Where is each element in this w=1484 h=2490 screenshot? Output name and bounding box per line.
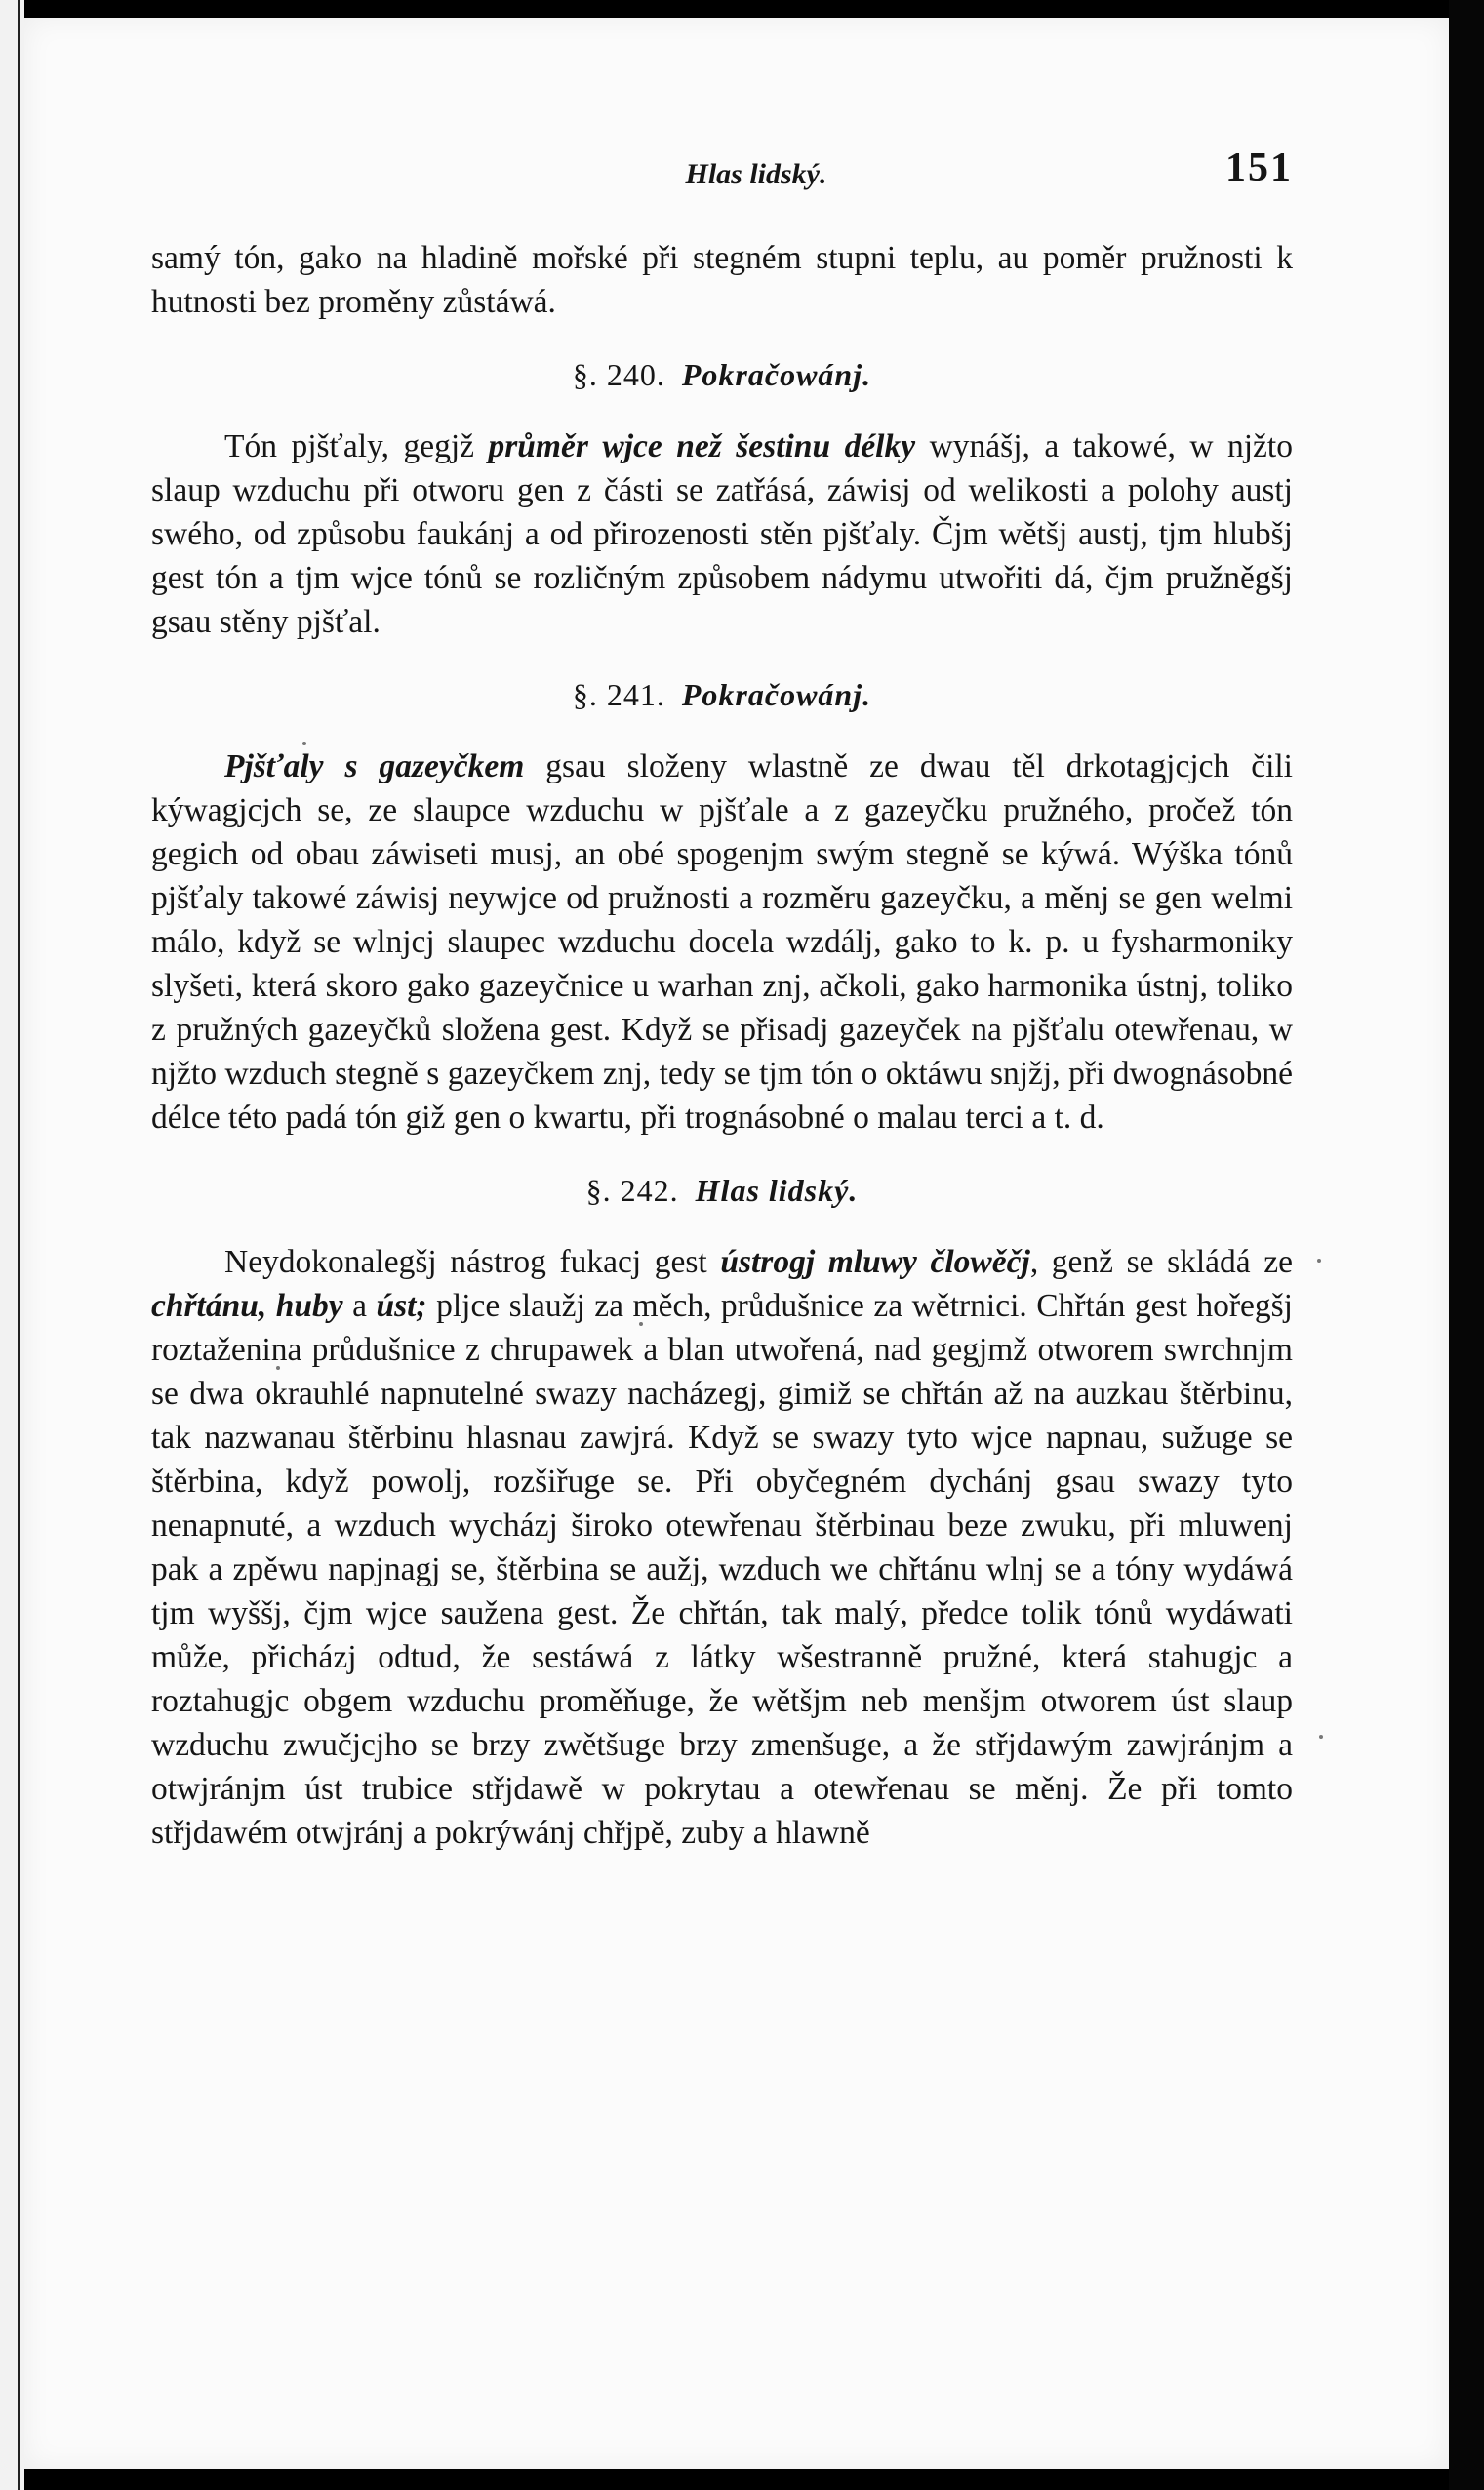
emphasis-text: průměr wjce než šestinu délky xyxy=(488,428,916,464)
section-number: §. 241. xyxy=(572,677,665,712)
paragraph-text: wynášj, a takowé, w njžto slaup wzduchu při otworu gen z části se zatřásá, záwisj od welikosti a polohy austj swého, od způsobu faukánj a od přirozenosti stěn pjšťaly. Čjm wětšj austj, tjm hlubšj gest tón a tjm wjce tónů se rozličným způsobem nádymu utwořiti dá, čjm pružněgšj gsau stěny pjšťal. xyxy=(151,428,1293,640)
paragraph-continued xyxy=(151,236,1293,324)
paragraph-pipe-tone xyxy=(151,424,1293,644)
paragraph-text: Tón pjšťaly, gegjž xyxy=(224,428,489,464)
section-heading-242 xyxy=(151,1169,1293,1213)
paper-speck xyxy=(1319,1735,1323,1739)
paragraph-human-voice xyxy=(151,1240,1293,1855)
emphasis-text: chřtánu, huby xyxy=(151,1288,343,1324)
emphasis-text: úst; xyxy=(376,1288,427,1324)
running-head xyxy=(151,146,1293,205)
page-content xyxy=(151,146,1293,1855)
section-title: Hlas lidský. xyxy=(695,1173,859,1208)
section-number: §. 240. xyxy=(572,357,665,392)
section-number: §. 242. xyxy=(585,1173,679,1208)
emphasis-text: Pjšťaly s gazeyčkem xyxy=(224,748,525,784)
section-title: Pokračowánj. xyxy=(681,357,872,392)
scan-border-right xyxy=(1449,0,1484,2490)
page-number: 151 xyxy=(1225,145,1293,190)
paragraph-text: Neydokonalegšj nástrog fukacj gest xyxy=(224,1244,721,1280)
paper-speck xyxy=(1317,1259,1321,1263)
section-heading-241 xyxy=(151,673,1293,717)
paragraph-text: a xyxy=(342,1288,377,1324)
running-title: Hlas lidský. xyxy=(685,158,827,190)
paragraph-reed-pipes xyxy=(151,744,1293,1140)
emphasis-text: ústrogj mluwy člowěčj xyxy=(720,1244,1030,1280)
section-title: Pokračowánj. xyxy=(681,677,872,712)
paragraph-text: , genž se skládá ze xyxy=(1029,1244,1293,1280)
paragraph-text: pljce slaužj za měch, průdušnice za wětrnici. Chřtán gest hořegšj roztaženina průdušnice z chrupawek a blan utwořená, nad gegjmž otworem swrchnjm se dwa okrauhlé napnutelné swazy nacházegj, gimiž se chřtán až na auzkau štěrbinu, tak nazwanau štěrbinu hlasnau zawjrá. Když se swazy tyto wjce napnau, sužuge se štěrbina, když powolj, rozšiřuge se. Při obyčegném dychánj gsau swazy tyto nenapnuté, a wzduch wycházj široko otewřenau štěrbinau beze zwuku, při mluwenj pak a zpěwu napjnagj se, štěrbina se aužj, wzduch we chřtánu wlnj se a tóny wydáwá tjm wyššj, čjm wjce saužena gest. Že chřtán, tak malý, předce tolik tónů wydáwati může, přicházj odtud, že sestáwá z látky wšestranně pružné, která stahugjc a roztahugjc obgem wzduchu proměňuge, že wětšjm neb menšjm otworem úst slaup wzduchu zwučjcjho se brzy zwětšuge brzy zmenšuge, a že střjdawým zawjránjm a otwjránjm úst trubice střjdawě w pokrytau a otewřenau se měnj. Že při tomto střjdawém otwjránj a pokrýwánj chřjpě, zuby a hlawně xyxy=(151,1288,1293,1851)
paragraph-text: gsau složeny wlastně ze dwau těl drkotagjcjch čili kýwagjcjch se, ze slaupce wzduchu w pjšťale a z gazeyčku pružného, pročež tón gegich od obau záwiseti musj, an obé spogenjm swým stegně se kýwá. Wýška tónů pjšťaly takowé záwisj neywjce od pružnosti a rozměru gazeyčku, a měnj se gen welmi málo, když se wlnjcj slaupec wzduchu docela wzdálj, gako to k. p. u fysharmoniky slyšeti, která skoro gako gazeyčnice u warhan znj, ačkoli, gako harmonika ústnj, toliko z pružných gazeyčků složena gest. Když se přisadj gazeyček na pjšťalu otewřenau, w njžto wzduch stegně s gazeyčkem znj, tedy se tjm tón o oktáwu snjžj, při dwognásobné délce této padá tón giž gen o kwartu, při trognásobné o malau terci a t. d. xyxy=(151,748,1293,1136)
section-heading-240 xyxy=(151,353,1293,397)
facing-page-edge xyxy=(0,0,24,2490)
paragraph-text: samý tón, gako na hladině mořské při stegném stupni teplu, au poměr pružnosti k hutnosti bez proměny zůstáwá. xyxy=(151,240,1293,320)
